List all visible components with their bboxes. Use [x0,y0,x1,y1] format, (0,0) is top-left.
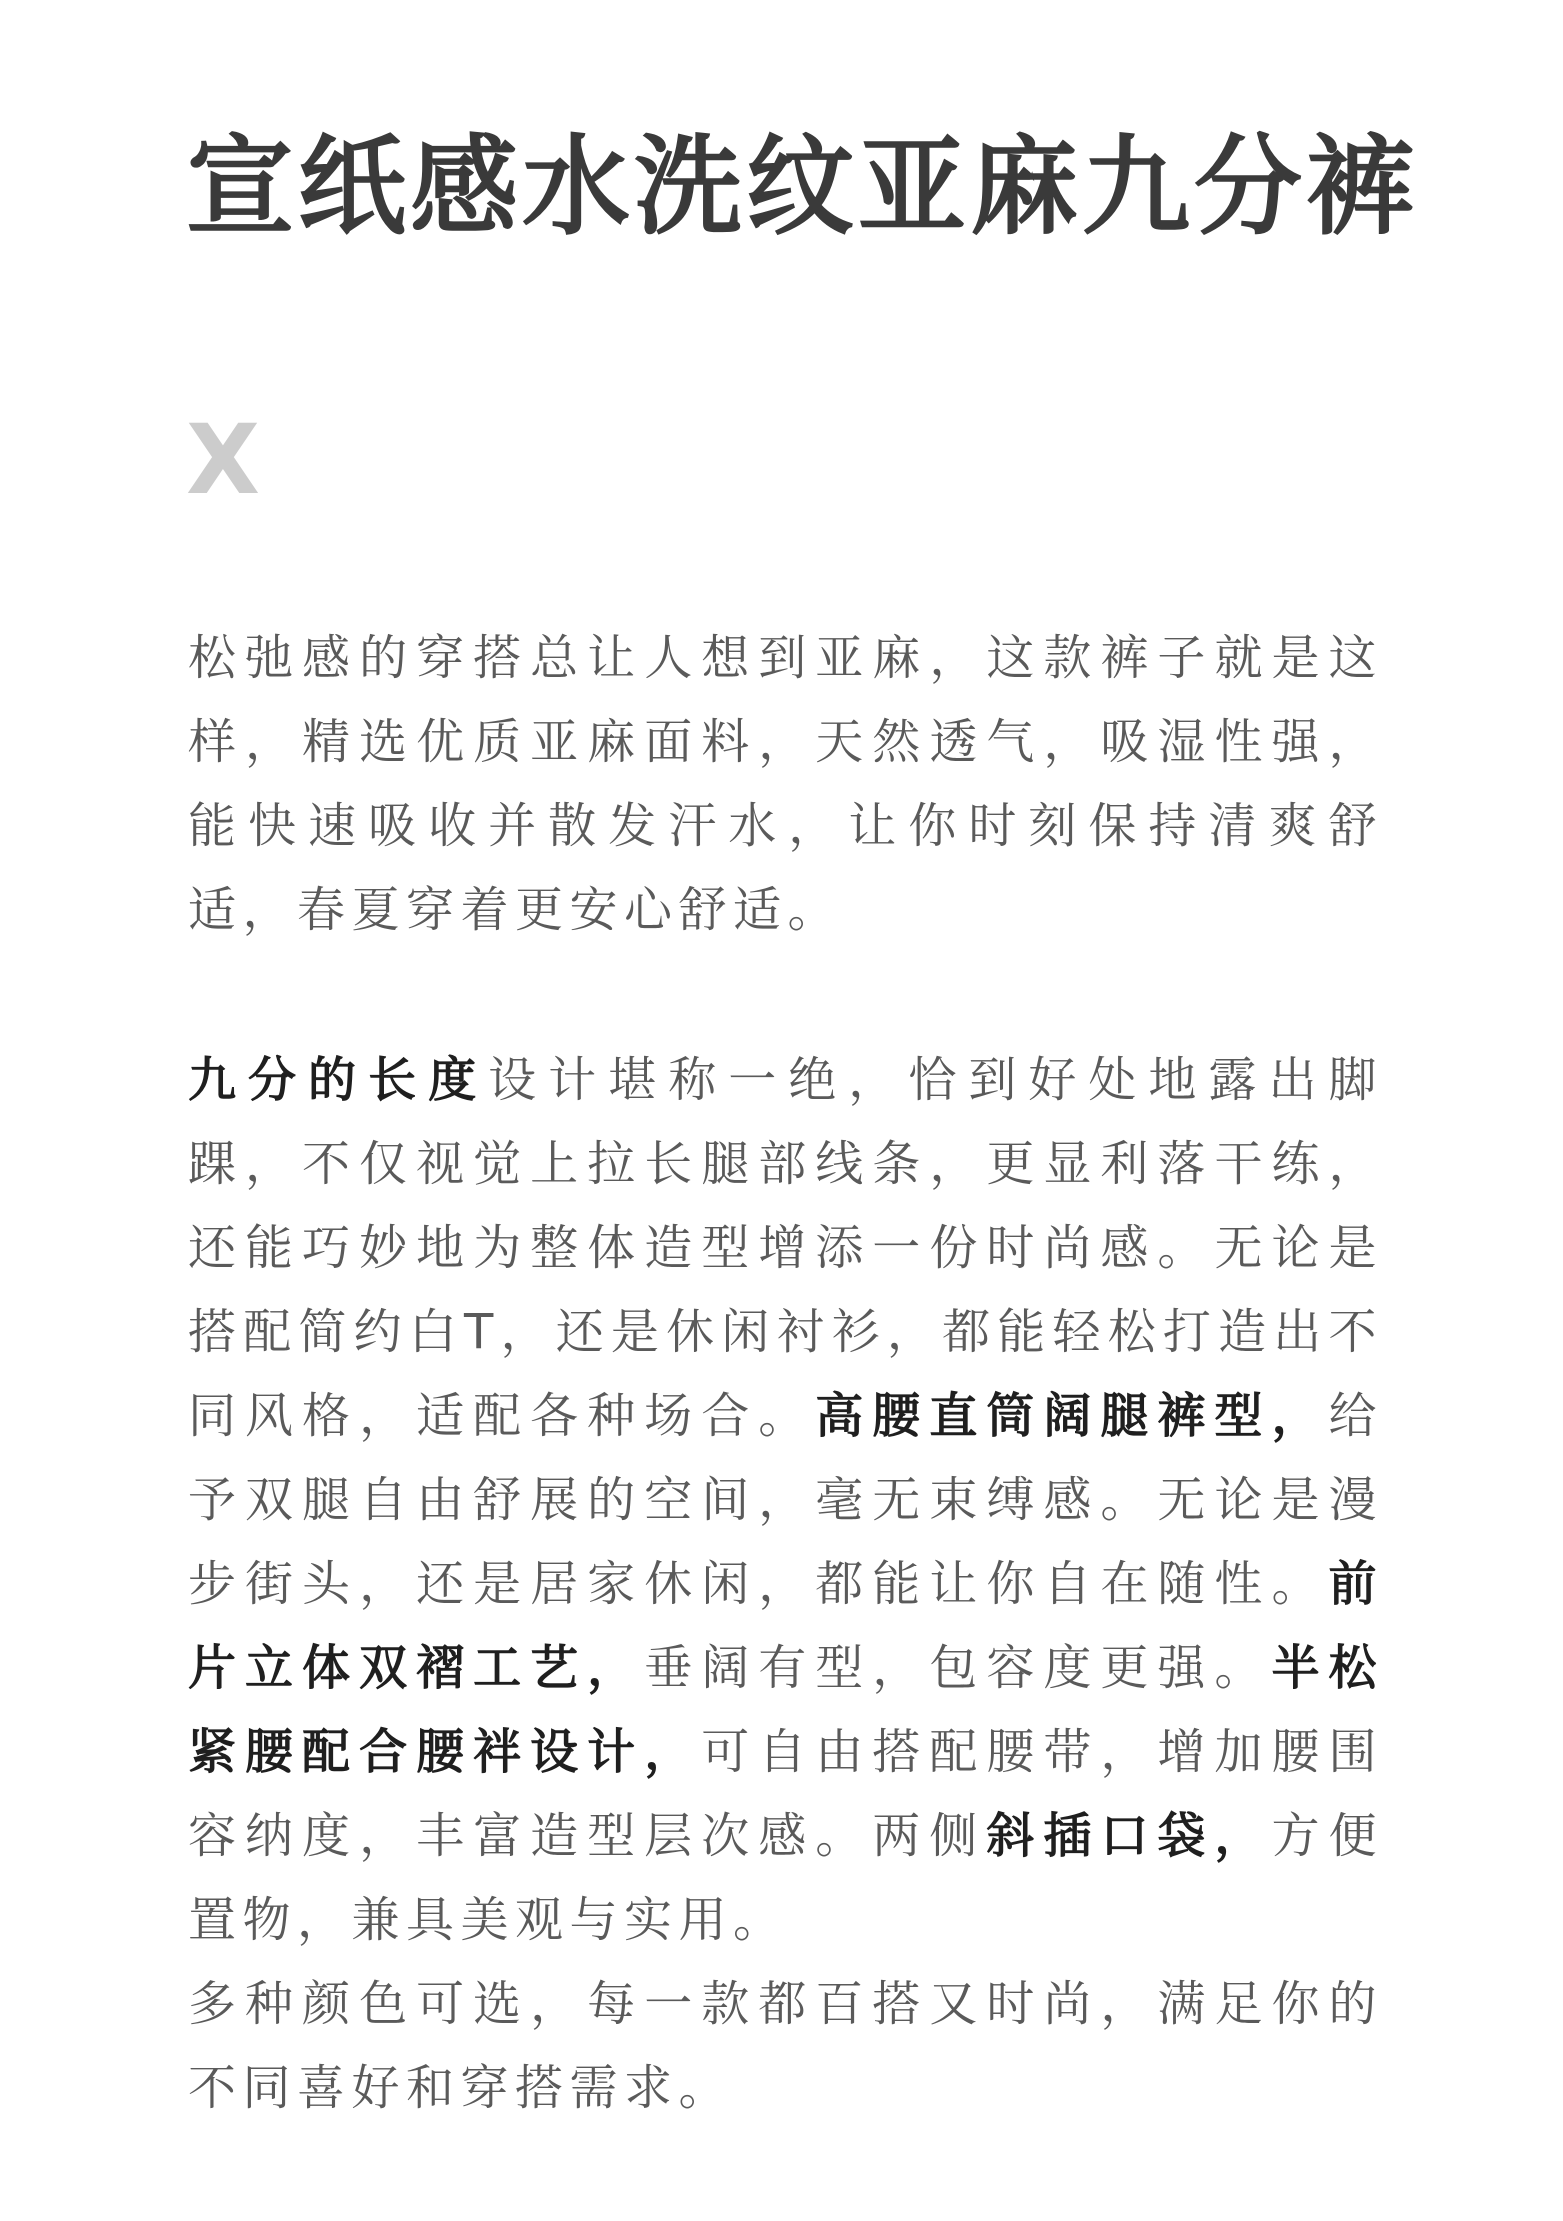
highlight-pockets: 斜插口袋， [986,1808,1272,1864]
paragraph-material: 松弛感的穿搭总让人想到亚麻，这款裤子就是这样，精选优质亚麻面料，天然透气，吸湿性强，能快速吸收并散发汗水，让你时刻保持清爽舒适，春夏穿着更安心舒适。 [188,630,1383,938]
design-text-1: 设计堪称一绝，恰到好处地露出脚踝，不仅视觉上拉长腿部线条，更显利落干练，还能巧妙地为整体造型增添一份时尚感。无论是搭配简约白T，还是休闲衬衫，都能轻松打造出不同风格，适配各种场合。 [188,1052,1383,1444]
highlight-fit: 高腰直筒阔腿裤型， [815,1388,1329,1444]
highlight-length: 九分的长度 [188,1052,489,1108]
paragraph-colors: 多种颜色可选，每一款都百搭又时尚，满足你的不同喜好和穿搭需求。 [188,1976,1383,2116]
paragraph-design [188,1038,1383,1962]
divider-x-mark: X [186,404,261,516]
design-text-2: 给予双腿自由舒展的空间，毫无束缚感。无论是漫步街头，还是居家休闲，都能让你自在随性。 [188,1388,1383,1612]
highlight-pleats: 前片立体双褶工艺， [188,1556,1383,1696]
design-text-5: 方便置物，兼具美观与实用。 [188,1808,1383,1948]
design-text-3: 垂阔有型，包容度更强。 [644,1640,1272,1696]
highlight-waist: 半松紧腰配合腰袢设计， [188,1640,1383,1780]
design-text-4: 可自由搭配腰带，增加腰围容纳度，丰富造型层次感。两侧 [188,1724,1383,1864]
page-title: 宣纸感水洗纹亚麻九分裤 [186,125,1419,250]
